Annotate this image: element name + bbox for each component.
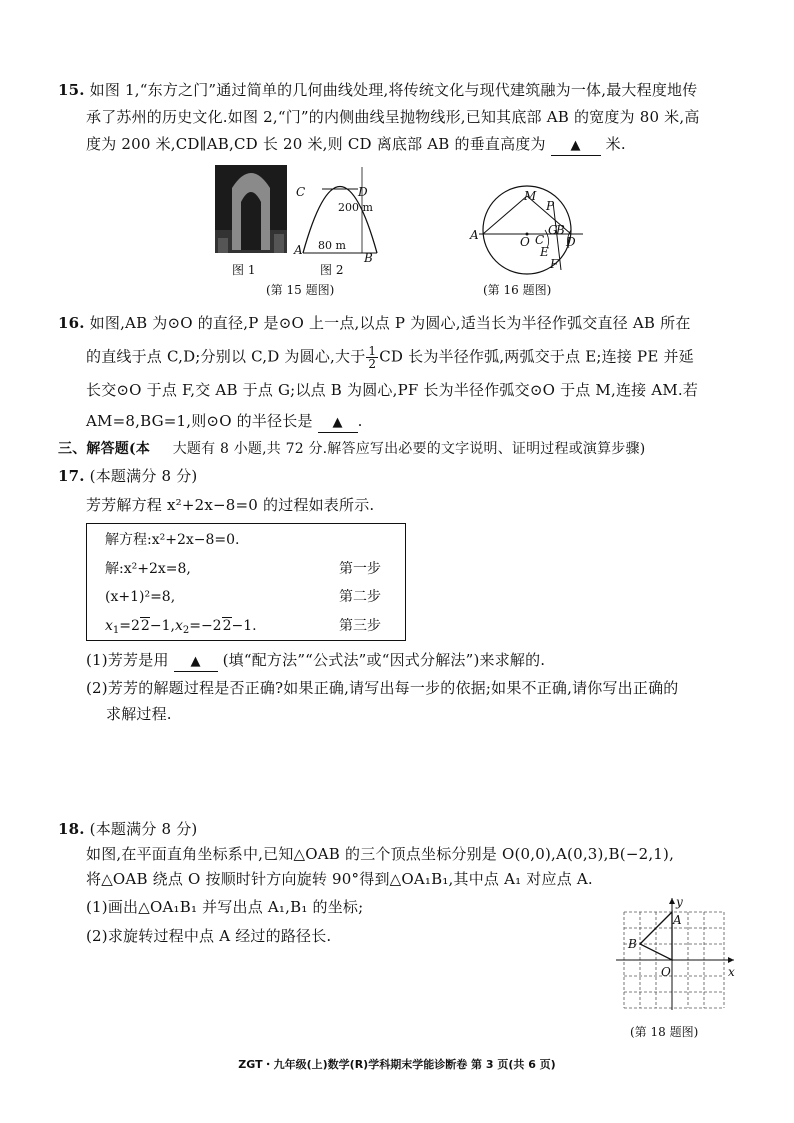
q16-label-B: B [556, 223, 565, 237]
q17-sub1 [86, 649, 545, 672]
q15-number: 15. [58, 81, 85, 99]
q18-sub2: (2)求旋转过程中点 A 经过的路径长. [86, 927, 332, 945]
q16-label-C: C [535, 233, 545, 247]
q16-fraction: $\frac{1}{2}$ [368, 344, 377, 371]
q16-text-4: AM=8,BG=1,则⊙O 的半径长是 [86, 412, 313, 430]
q15-figure-caption: (第 15 题图) [266, 283, 335, 297]
q15-text-1: 如图 1,“东方之门”通过简单的几何曲线处理,将传统文化与现代建筑融为一体,最大程度地传 [89, 81, 698, 99]
q16-text-1: 如图,AB 为⊙O 的直径,P 是⊙O 上一点,以点 P 为圆心,适当长为半径作弧交直径 AB 所在 [89, 314, 691, 332]
q16-label-A: A [470, 228, 479, 242]
q16-figure-caption: (第 16 题图) [483, 283, 552, 297]
q18-axis-x: x [728, 965, 735, 979]
q18-figure-caption: (第 18 题图) [630, 1025, 699, 1039]
q16-label-M: M [524, 189, 537, 203]
q18-line-1: 如图,在平面直角坐标系中,已知△OAB 的三个顶点坐标分别是 O(0,0),A(0,3),B(−2,1), [86, 845, 675, 863]
q16-label-E: E [540, 245, 549, 259]
q15-photo [215, 165, 287, 253]
q16-number: 16. [58, 314, 85, 332]
q17-number: 17. [58, 467, 85, 485]
q15-label-A: A [294, 243, 303, 257]
section3-title: 三、解答题(本 [58, 441, 151, 457]
q17-sub2-line-2: 求解过程. [106, 705, 172, 723]
q16-answer-blank[interactable]: ▲ [318, 414, 358, 433]
q16-text-2-end: CD 长为半径作弧,两弧交于点 E;连接 PE 并延 [379, 347, 694, 366]
q18-label-B: B [628, 937, 637, 951]
section3-header [58, 438, 645, 460]
q17-step-1: 第一步 [339, 561, 381, 577]
q16-text-2: 的直线于点 C,D;分别以 C,D 为圆心,大于 [86, 347, 366, 366]
q16-label-F: F [550, 257, 559, 271]
q17-row-3: (x+1)²=8, [105, 589, 176, 605]
q16-line-1 [58, 312, 691, 334]
q15-line-2: 承了苏州的历史文化.如图 2,“门”的内侧曲线呈抛物线形,已知其底部 AB 的宽度为 80 米,高 [86, 108, 700, 126]
q16-label-P: P [546, 199, 555, 213]
q16-line-2 [86, 345, 694, 370]
q18-axis-y: y [676, 895, 683, 909]
q15-label-C: C [296, 185, 306, 199]
q18-header [58, 818, 197, 840]
q18-line-2: 将△OAB 绕点 O 按顺时针方向旋转 90°得到△OA₁B₁,其中点 A₁ 对应点 A. [86, 870, 593, 888]
q15-fig1-caption: 图 1 [232, 263, 256, 277]
page-footer: ZGT・九年级(上)数学(R)学科期末学能诊断卷 第 3 页(共 6 页) [238, 1058, 556, 1071]
q15-text-3: 度为 200 米,CD∥AB,CD 长 20 米,则 CD 离底部 AB 的垂直高度为 [86, 135, 546, 153]
q15-label-B: B [364, 251, 373, 265]
q15-label-D: D [358, 185, 368, 199]
q17-points: (本题满分 8 分) [89, 467, 198, 485]
q17-intro: 芳芳解方程 x²+2x−8=0 的过程如表所示. [86, 496, 375, 514]
q18-label-A: A [673, 913, 682, 927]
q17-answer-blank[interactable]: ▲ [174, 653, 218, 672]
q15-height-label: 200 m [338, 201, 373, 214]
section3-instructions: 大题有 8 小题,共 72 分.解答应写出必要的文字说明、证明过程或演算步骤) [172, 441, 646, 457]
q17-row-1: 解方程:x²+2x−8=0. [105, 532, 240, 548]
q17-header [58, 465, 197, 487]
q15-line-3 [86, 133, 626, 156]
q18-coordinate-grid [612, 892, 742, 1014]
q15-line-1 [58, 79, 697, 101]
q16-line-3: 长交⊙O 于点 F,交 AB 于点 G;以点 B 为圆心,PF 长为半径作弧交⊙O 于点 M,连接 AM.若 [86, 381, 699, 399]
q18-label-O: O [661, 965, 671, 979]
q17-row-4: $x_1=22-1,x_2=-22-1$. [105, 618, 257, 636]
q15-text-3-end: 米. [605, 135, 626, 153]
q16-line-4: AM=8,BG=1,则⊙O 的半径长是 ▲ . [86, 410, 363, 433]
q17-row-2: 解:x²+2x=8, [105, 561, 191, 577]
q17-solution-table [86, 523, 406, 641]
q16-label-D: D [566, 235, 576, 249]
q15-answer-blank[interactable]: ▲ [551, 137, 601, 156]
q16-label-O: O [520, 235, 530, 249]
q18-points: (本题满分 8 分) [89, 820, 198, 838]
q17-sub2-line-1: (2)芳芳的解题过程是否正确?如果正确,请写出每一步的依据;如果不正确,请你写出正确的 [86, 679, 679, 697]
q18-sub1: (1)画出△OA₁B₁ 并写出点 A₁,B₁ 的坐标; [86, 898, 364, 916]
q17-sub1-text: (1)芳芳是用 [86, 651, 169, 669]
q15-fig2-caption: 图 2 [320, 263, 344, 277]
q17-step-3: 第三步 [339, 618, 381, 634]
q16-label-G: G [548, 223, 558, 237]
q17-sub1-text-end: (填“配方法”“公式法”或“因式分解法”)来求解的. [222, 651, 546, 669]
q17-step-2: 第二步 [339, 589, 381, 605]
q18-number: 18. [58, 820, 85, 838]
q15-width-label: 80 m [318, 239, 346, 252]
